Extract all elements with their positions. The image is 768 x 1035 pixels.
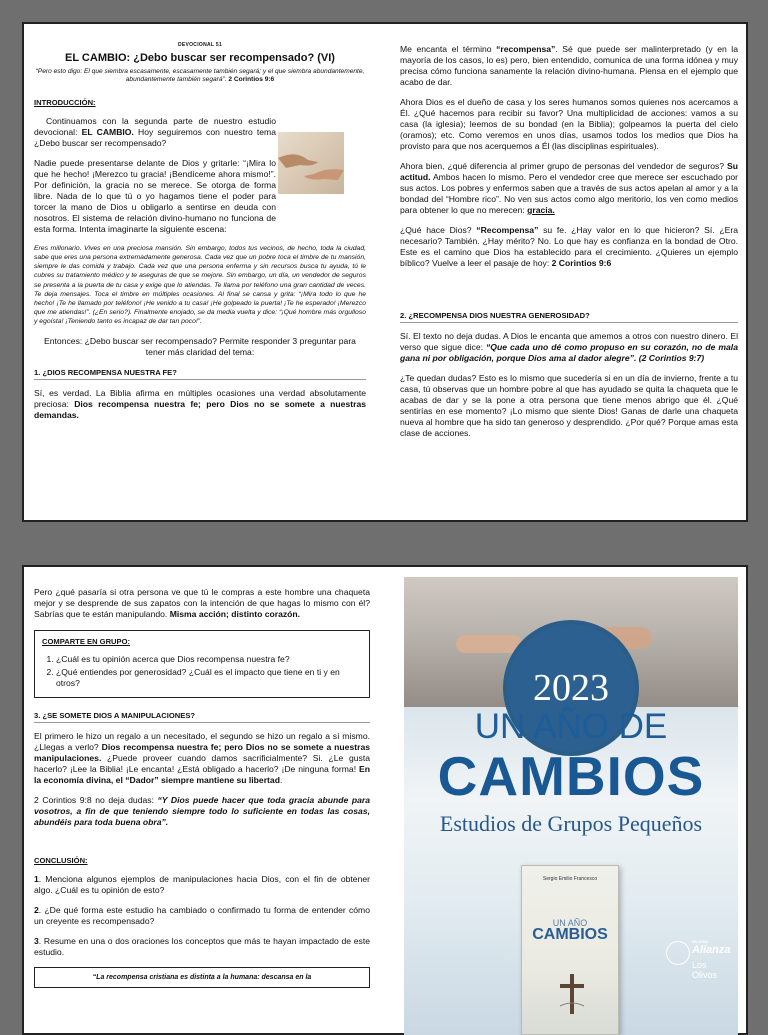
cover-line-1: UN AÑO DE (474, 707, 668, 746)
group-share-box (34, 630, 370, 698)
section-2-heading: 2. ¿RECOMPENSA DIOS NUESTRA GENEROSIDAD? (400, 310, 738, 323)
logo-iglesia: IGLESIA (692, 939, 709, 944)
story-paragraph: Eres millonario. Vives en una preciosa mansión. Sin embargo, todos tus vecinos, de hecho, toda la ciudad, sabe que eres una persona extremadamente generosa. Cada vez que un pobre toca el timbre de tu mansión, siempre le das comida y trabajo. Cada vez que una persona enferma y sin recursos busca tu ayuda, tú le cubres su tratamiento médico y te aseguras de que se mejore. Sin embargo, un día, un vendedor de seguros se presenta a la puerta de tu casa y exige que lo atiendas. Te llama por teléfono una gran cantidad de veces. Te deja mensajes. Toca el timbre en múltiples ocasiones. Al final se cansa y grita: “¡Mira todo lo que he hecho! ¡Te he llamado por teléfono! ¡He venido a tu casa! ¡He golpeado la puerta! ¡Te he esperado! ¡Merezco que me atiendas!”. (¿En serio?). Finalmente enojado, se da media vuelta y dice: “¡Qué hombre más orgulloso y egoísta! ¡Teniendo tanto es incapaz de dar tan poco!”. (34, 244, 366, 326)
intro-paragraph-2: Nadie puede presentarse delante de Dios y gritarle: “¡Mira lo que he hecho! ¡Merezco tu gracia! ¡Bendíceme ahora mismo!”. Por definición, la gracia no se merece. Se otorga de forma libre. Nada de lo que tú o yo hagamos tiene el poder para torcer la mano de Dios u obligarlo a sentirse en deuda con nosotros. El sistema de relación divino-humano no funciona de esta forma. Intenta imaginarte la siguiente escena: (34, 157, 276, 234)
page-one-left-column (34, 40, 366, 430)
reward-paragraph-3: Ahora bien, ¿qué diferencia al primer grupo de personas del vendedor de seguros? Su actitud. Ambos hacen lo mismo. Pero el vendedor cree que merece ser escuchado por sus actos. Los pobres y enfermos saben que a través de sus actos apelan al amor y a la bondad del “Hombre rico”. No ven sus actos como algo meritorio, los ven como medios para obtener lo que no merecen: gracia. (400, 161, 738, 215)
conclusion-item-2: 2. ¿De qué forma este estudio ha cambiado o confirmado tu forma de entender cómo un creyente es recompensado? (34, 905, 370, 926)
devotional-number: DEVOCIONAL 51 (177, 42, 223, 48)
conclusion-item-1: 1. Menciona algunos ejemplos de manipulaciones hacia Dios, con el fin de obtener algo. ¿Cuál es tu opinión de esto? (34, 874, 370, 895)
group-question: 2. ¿Qué entiendes por generosidad? ¿Cuál es el impacto que tiene en ti y en otros? (56, 667, 362, 689)
epigraph-text: “Pero esto digo: El que siembra escasamente, escasamente también segará; y el que siembra abundantemente, abundantemente también segará”. (35, 68, 365, 84)
church-logo-icon (666, 941, 690, 965)
section-3-heading: 3. ¿SE SOMETE DIOS A MANIPULACIONES? (34, 710, 370, 723)
logo-alianza: Alianza (692, 944, 731, 956)
epigraph-quote (34, 68, 366, 85)
mini-book-author: Sergio Emilio Francesco (542, 876, 598, 882)
mini-book-image (521, 865, 619, 1035)
cross-icon (558, 974, 586, 1014)
cover-line-3: Estudios de Grupos Pequeños (439, 811, 703, 836)
page-one (22, 22, 748, 522)
page-two-left-column (34, 587, 370, 988)
hands-photo (278, 132, 344, 194)
reward-paragraph-2: Ahora Dios es el dueño de casa y los seres humanos somos quienes nos acercamos a Él. ¿Qué hacemos para recibir su favor? Una multiplicidad de acciones: vamos a su casa (la iglesia); leemos de su bondad (en la Biblia); golpeamos la puerta del cielo (oramos); etc. Como veremos en unos días, usamos todos los medios que Dios ha provisto para que nos acerquemos a Él (las disciplinas espirituales). (400, 97, 738, 151)
group-question: 1. ¿Cuál es tu opinión acerca que Dios recompensa nuestra fe? (56, 654, 362, 665)
reward-paragraph-4: ¿Qué hace Dios? “Recompensa” su fe. ¿Hay valor en lo que hicieron? Sí. ¿Era necesario? También. ¿Hay mérito? No. Lo que hay es confianza en la bondad de Otro. Este es el camino que Dios ha establecido para el crecimiento. ¿Quieres un ejemplo bíblico? Vuelve a leer el pasaje de hoy: 2 Corintios 9:6 (400, 225, 738, 268)
intro-heading: INTRODUCCIÓN: (34, 97, 96, 107)
section-2-paragraph-2: ¿Te quedan dudas? Esto es lo mismo que sucedería si en un día de invierno, frente a tu casa, tú observas que un hombre pobre al que has ayudado se quita la chaqueta que le acabas de dar y se la pone a otra persona que tiene menos abrigo que él. ¿Qué sentirías en ese momento? ¡Lo mismo que siente Dios! Ganas de darle una chaqueta nueva al hombre que ha sido tan generoso y desprendido. ¿Por qué? Porque amas esta clase de acciones. (400, 373, 738, 438)
section-3-paragraph-2: 2 Corintios 9:8 no deja dudas: “Y Dios puede hacer que toda gracia abunde para vosotros, a fin de que teniendo siempre todo lo suficiente en todas las cosas, abundéis para toda buena obra”. (34, 795, 370, 827)
page-title: EL CAMBIO: ¿Debo buscar ser recompensado? (VI) (65, 52, 335, 64)
section-2-paragraph-1: Sí. El texto no deja dudas. A Dios le encanta que amemos a otros con nuestro dinero. El verso que sigue dice: “Que cada uno dé como propuso en su corazón, no de mala gana ni por obligación, porque Dios ama al dador alegre”. (2 Corintios 9:7) (400, 331, 738, 363)
bottom-quote-box (34, 967, 370, 988)
conclusion-heading: CONCLUSIÓN: (34, 856, 88, 865)
mini-book-title-1: UN AÑO (552, 918, 588, 928)
cover-line-2: CAMBIOS (437, 745, 705, 807)
intro-paragraph-1: Continuamos con la segunda parte de nuestro estudio devocional: EL CAMBIO. Hoy seguiremos con nuestro tema ¿Debo buscar ser recompensado? (34, 115, 276, 148)
alianza-logo (666, 937, 732, 980)
bottom-quote-text: “La recompensa cristiana es distinta a la humana: descansa en la (92, 974, 312, 981)
page-one-right-column (400, 44, 738, 448)
section-3-paragraph-1: El primero le hizo un regalo a un necesitado, el segundo se hizo un regalo a sí mismo. ¿Llegas a verlo? Dios recompensa nuestra fe; pero Dios no se somete a nuestras manipulaciones. ¿Puede proveer cuando damos sacrificialmente? Si. ¿Le gusta hacerlo? ¡Lee la Biblia! ¡Le encanta! ¿Está obligado a hacerlo? ¡De ninguna forma! En la economía divina, el “Dador” siempre mantiene su libertad. (34, 731, 371, 785)
epigraph-reference: 2 Corintios 9:6 (228, 76, 275, 84)
intro-paragraph-3: Entonces: ¿Debo buscar ser recompensado? Permite responder 3 preguntar para tener más claridad del tema: (44, 335, 356, 357)
logo-olivos: Los Olivos (692, 960, 718, 980)
page-two (22, 565, 748, 1035)
reward-paragraph-1: Me encanta el término “recompensa”. Sé que puede ser malinterpretado (y en la mayoría de los casos, lo es) pero, bien entendido, comunica de una forma idónea y muy precisa cómo funciona sanamente la relación divino-humana. Piensa en el ejemplo que acabo de dar. (400, 44, 738, 87)
conclusion-item-3: 3. Resume en una o dos oraciones los conceptos que más te hayan impactado de este estudio. (34, 936, 370, 957)
group-share-title: COMPARTE EN GRUPO: (42, 637, 131, 646)
year-text: 2023 (533, 667, 609, 709)
manipulation-paragraph: Pero ¿qué pasaría si otra persona ve que tú le compras a este hombre una chaqueta mejor y se desprende de sus zapatos con la intención de que hagas lo mismo con él? Sabrías que te están manipulando. Misma acción; distinto corazón. (34, 587, 370, 619)
book-cover (404, 577, 738, 1035)
group-questions-list (42, 654, 362, 689)
section-1-heading: 1. ¿DIOS RECOMPENSA NUESTRA FE? (34, 367, 366, 380)
section-1-paragraph: Sí, es verdad. La Biblia afirma en múltiples ocasiones una verdad absolutamente preciosa: Dios recompensa nuestra fe; pero Dios no se somete a nuestras demandas. (34, 387, 367, 420)
mini-book-title-2: CAMBIOS (532, 926, 608, 943)
